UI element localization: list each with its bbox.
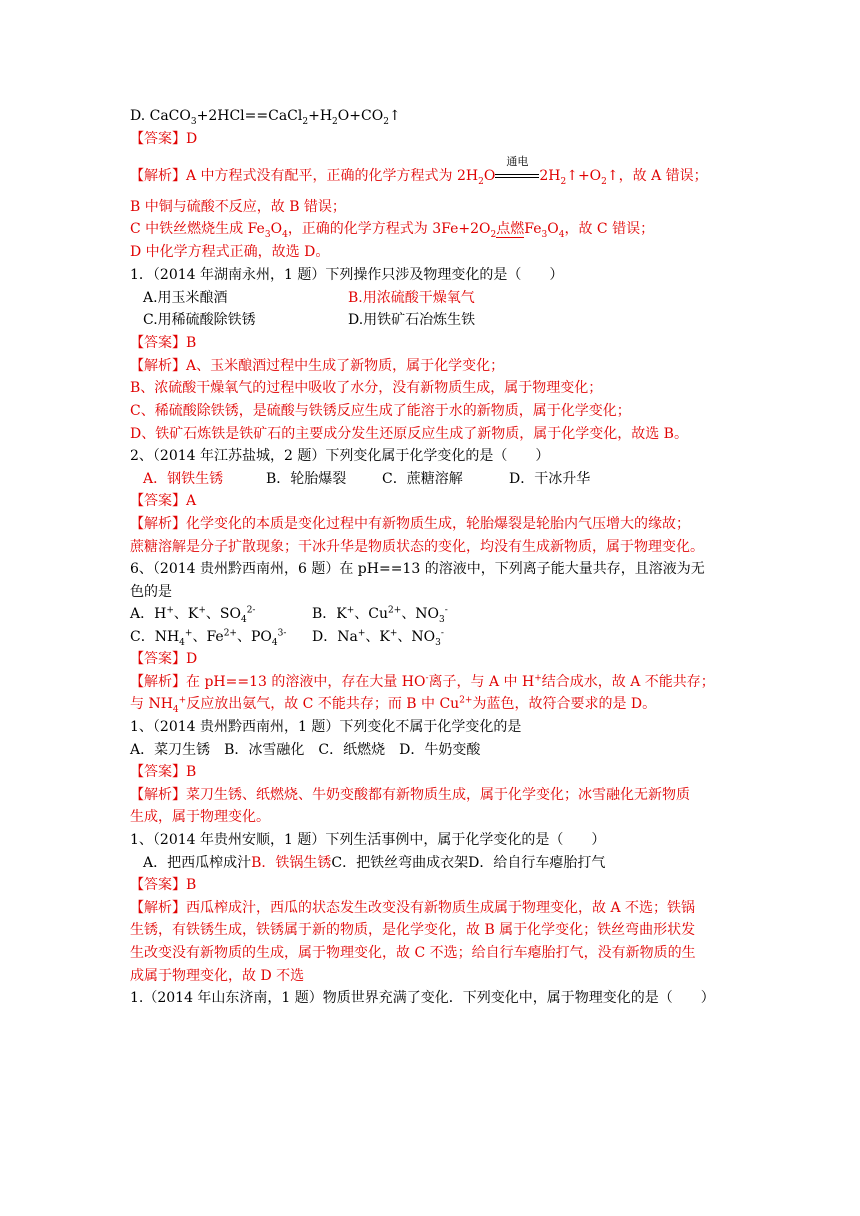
- q5-stem: 1、（2014 年贵州安顺，1 题）下列生活事例中，属于化学变化的是（ ）: [130, 832, 606, 848]
- q0-explanation-line-1: 【解析】A 中方程式没有配平，正确的化学方程式为 $2H_2O$ 通电 $2H_2↑+O_2↑$，故 A 错误；: [130, 155, 708, 187]
- q4-explanation-line-1: 【解析】菜刀生锈、纸燃烧、牛奶变酸都有新物质生成，属于化学变化；冰雪融化无新物质: [130, 787, 690, 803]
- q2-stem: 2、（2014 年江苏盐城，2 题）下列变化属于化学变化的是（ ）: [130, 448, 550, 464]
- q4-stem: 1、（2014 贵州黔西南州，1 题）下列变化不属于化学变化的是: [130, 719, 522, 735]
- q2-answer: 【答案】A: [130, 493, 197, 509]
- q2-explanation-line-2: 蔗糖溶解是分子扩散现象；干冰升华是物质状态的变化，均没有生成新物质，属于物理变化。: [130, 539, 704, 555]
- q1-options-row-1: A.用玉米酿酒 B.用浓硫酸干燥氧气: [143, 290, 475, 306]
- q3-stem-line-1: 6、（2014 贵州黔西南州，6 题）在 pH==13 的溶液中，下列离子能大量共存，且溶液为无: [130, 561, 705, 577]
- electrolysis-condition: 通电: [495, 166, 539, 186]
- q1-explanation-line-1: 【解析】A、玉米酿酒过程中生成了新物质，属于化学变化；: [130, 358, 505, 374]
- q3-options-row-1: A．H+、K+、$SO_4^{2-}$ B．K+、$Cu^{2+}$、$NO_3^-$: [130, 605, 448, 625]
- q5-explanation-line-3: 生改变没有新物质的生成，属于物理变化，故 C 不选；给自行车瘪胎打气，没有新物质的生: [130, 945, 696, 961]
- q1-explanation-line-3: C、稀硫酸除铁锈，是硫酸与铁锈反应生成了能溶于水的新物质，属于化学变化；: [130, 403, 631, 419]
- q5-answer: 【答案】B: [130, 877, 197, 893]
- q4-answer: 【答案】B: [130, 764, 197, 780]
- q1-answer: 【答案】B: [130, 335, 197, 351]
- q3-stem-line-2: 色的是: [130, 584, 172, 600]
- q0-explanation-line-4: D 中化学方程式正确，故选 D。: [130, 244, 330, 260]
- q4-options: A．菜刀生锈 B．冰雪融化 C．纸燃烧 D．牛奶变酸: [130, 742, 481, 758]
- q1-stem: 1．（2014 年湖南永州，1 题）下列操作只涉及物理变化的是（ ）: [130, 267, 564, 283]
- q0-explanation-line-2: B 中铜与硫酸不反应，故 B 错误；: [130, 199, 346, 215]
- q5-explanation-line-2: 生锈，有铁锈生成，铁锈属于新的物质，是化学变化，故 B 属于化学变化；铁丝弯曲形状发: [130, 922, 696, 938]
- q5-options: A．把西瓜榨成汁B．铁锅生锈C．把铁丝弯曲成衣架D．给自行车瘪胎打气: [143, 855, 606, 871]
- q1-explanation-line-4: D、铁矿石炼铁是铁矿石的主要成分发生还原反应生成了新物质，属于化学变化，故选 B。: [130, 426, 688, 442]
- q2-explanation-line-1: 【解析】化学变化的本质是变化过程中有新物质生成，轮胎爆裂是轮胎内气压增大的缘故；: [130, 516, 690, 532]
- q3-explanation-line-2: 与 $NH_4^+$反应放出氨气，故 C 不能共存；而 B 中 $Cu^{2+}$为蓝色，故符合要求的是 D。: [130, 695, 657, 715]
- q2-options: A．钢铁生锈 B．轮胎爆裂 C．蔗糖溶解 D．干冰升华: [143, 471, 591, 487]
- q5-explanation-line-4: 成属于物理变化，故 D 不选: [130, 968, 305, 984]
- q0-explanation-line-3: C 中铁丝燃烧生成 $Fe_3O_4$，正确的化学方程式为 $3Fe+2O_2$点燃$Fe_3O_4$，故 C 错误；: [130, 221, 655, 240]
- q0-answer: 【答案】D: [130, 131, 198, 147]
- q3-explanation-line-1: 【解析】在 pH==13 的溶液中，存在大量 HO-离子，与 A 中 H+结合成水，故 A 不能共存；: [130, 673, 715, 690]
- q1-explanation-line-2: B、浓硫酸干燥氧气的过程中吸收了水分，没有新物质生成，属于物理变化；: [130, 380, 603, 396]
- q4-explanation-line-2: 生成，属于物理变化。: [130, 809, 270, 825]
- q3-answer: 【答案】D: [130, 651, 198, 667]
- q0-option-d: D. $CaCO_3+2HCl==CaCl_2+H_2O+CO_2↑$: [130, 108, 401, 127]
- q5-explanation-line-1: 【解析】西瓜榨成汁，西瓜的状态发生改变没有新物质生成属于物理变化，故 A 不选；铁锅: [130, 900, 696, 916]
- q1-options-row-2: C.用稀硫酸除铁锈 D.用铁矿石冶炼生铁: [143, 312, 476, 328]
- q3-options-row-2: C．$NH_4^+$、$Fe^{2+}$、$PO_4^{3-}$ D．Na+、K+、$NO_3^-$: [130, 628, 444, 648]
- q6-stem: 1.（2014 年山东济南，1 题）物质世界充满了变化．下列变化中，属于物理变化的是（ ）: [130, 990, 715, 1006]
